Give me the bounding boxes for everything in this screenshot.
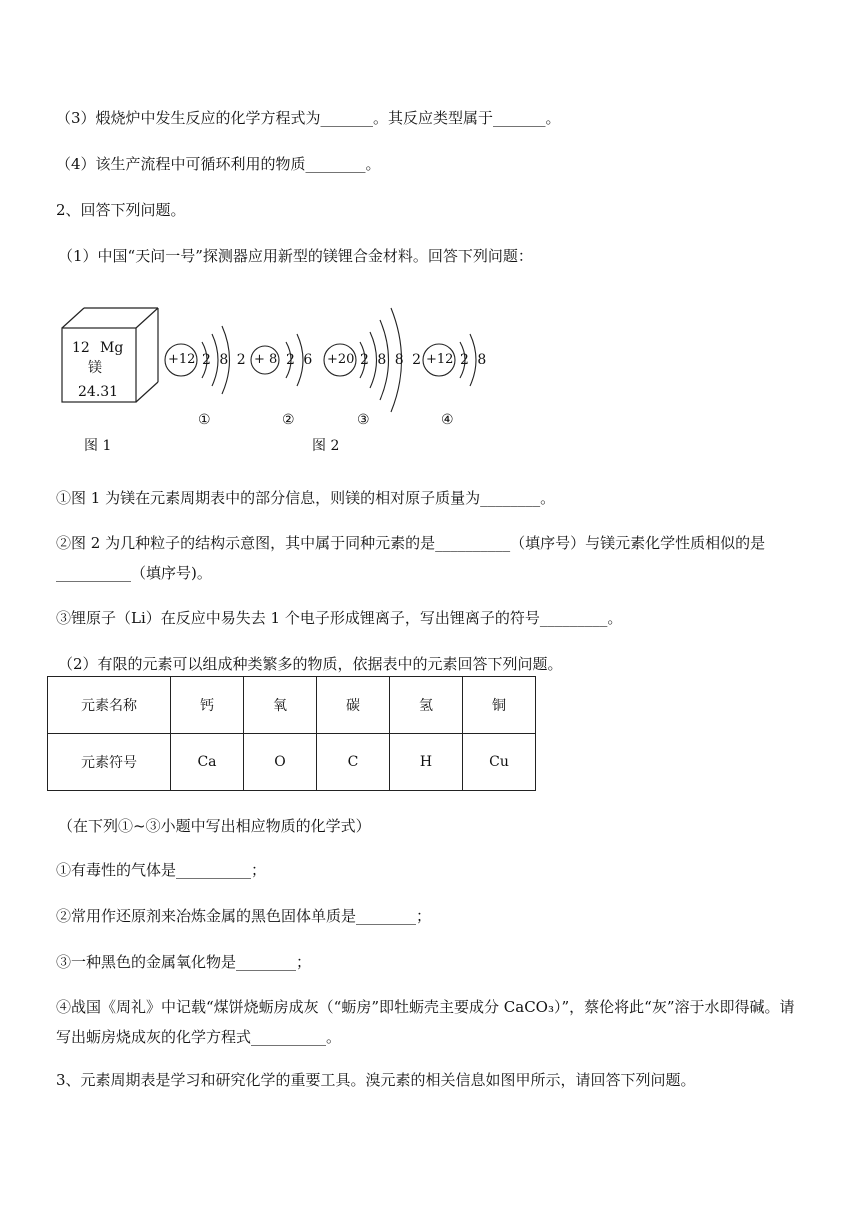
- figure-2-caption: 图 2: [312, 438, 340, 454]
- particle-1-nucleus: +12: [168, 352, 196, 367]
- particle-3-index: ③: [357, 412, 370, 428]
- question-3-line: （3）煅烧炉中发生反应的化学方程式为_______。其反应类型属于_______。: [56, 109, 561, 127]
- table-cell: 氢: [390, 677, 463, 734]
- element-symbol: Mg: [100, 340, 124, 356]
- atomic-structure-figure: [40, 288, 560, 460]
- table-cell: 氧: [244, 677, 317, 734]
- formula-hint: （在下列①~③小题中写出相应物质的化学式）: [58, 817, 371, 835]
- particle-2-shells: 2 6: [286, 352, 315, 368]
- element-table: [47, 676, 536, 791]
- formula-question-3: ③一种黑色的金属氧化物是________；: [56, 953, 312, 971]
- element-name: 镁: [88, 360, 102, 376]
- particle-1-shells: 2 8 2: [202, 352, 248, 368]
- particle-1-index: ①: [198, 412, 211, 428]
- formula-question-1: ①有毒性的气体是__________；: [56, 861, 267, 879]
- particle-4-nucleus: +12: [426, 352, 454, 367]
- particle-2-nucleus: + 8: [254, 352, 278, 367]
- element-atomic-number: 12: [72, 340, 90, 356]
- question-2-heading: 2、回答下列问题。: [56, 201, 186, 219]
- particle-3-nucleus: +20: [327, 352, 355, 367]
- figure-1-caption: 图 1: [84, 438, 112, 454]
- question-3-heading: 3、元素周期表是学习和研究化学的重要工具。溴元素的相关信息如图甲所示，请回答下列问题。: [56, 1071, 696, 1089]
- table-cell: 碳: [317, 677, 390, 734]
- particle-4-shells: 2 8: [460, 352, 489, 368]
- table-cell: O: [244, 734, 317, 791]
- table-row-header: 元素名称: [48, 677, 171, 734]
- table-cell: 钙: [171, 677, 244, 734]
- particle-4-index: ④: [441, 412, 454, 428]
- question-4-line: （4）该生产流程中可循环利用的物质________。: [56, 155, 381, 173]
- formula-question-4: ④战国《周礼》中记载“煤饼烧蛎房成灰（“蛎房”即牡蛎壳主要成分 CaCO₃）”，蔡伦将此“灰”溶于水即得碱。请写出蛎房烧成灰的化学方程式__________。: [56, 998, 795, 1046]
- table-cell: H: [390, 734, 463, 791]
- particle-2-index: ②: [282, 412, 295, 428]
- element-atomic-mass: 24.31: [78, 384, 119, 400]
- formula-question-2: ②常用作还原剂来冶炼金属的黑色固体单质是________；: [56, 907, 432, 925]
- particle-3-shells: 2 8 8 2: [360, 352, 423, 368]
- sub-question-3: ③锂原子（Li）在反应中易失去 1 个电子形成锂离子，写出锂离子的符号_________。: [56, 609, 623, 627]
- table-row-header: 元素符号: [48, 734, 171, 791]
- question-2-part-2: （2）有限的元素可以组成种类繁多的物质，依据表中的元素回答下列问题。: [58, 655, 563, 673]
- table-cell: Cu: [463, 734, 536, 791]
- figure-graphics: [40, 288, 560, 460]
- table-cell: 铜: [463, 677, 536, 734]
- table-cell: Ca: [171, 734, 244, 791]
- table-row: [48, 734, 536, 791]
- table-cell: C: [317, 734, 390, 791]
- sub-question-1: ①图 1 为镁在元素周期表中的部分信息，则镁的相对原子质量为________。: [56, 489, 556, 507]
- question-2-part-1: （1）中国“天问一号”探测器应用新型的镁锂合金材料。回答下列问题：: [58, 247, 533, 265]
- sub-question-2: ②图 2 为几种粒子的结构示意图，其中属于同种元素的是__________（填序号）与镁元素化学性质相似的是__________（填序号)。: [56, 534, 766, 582]
- table-row: [48, 677, 536, 734]
